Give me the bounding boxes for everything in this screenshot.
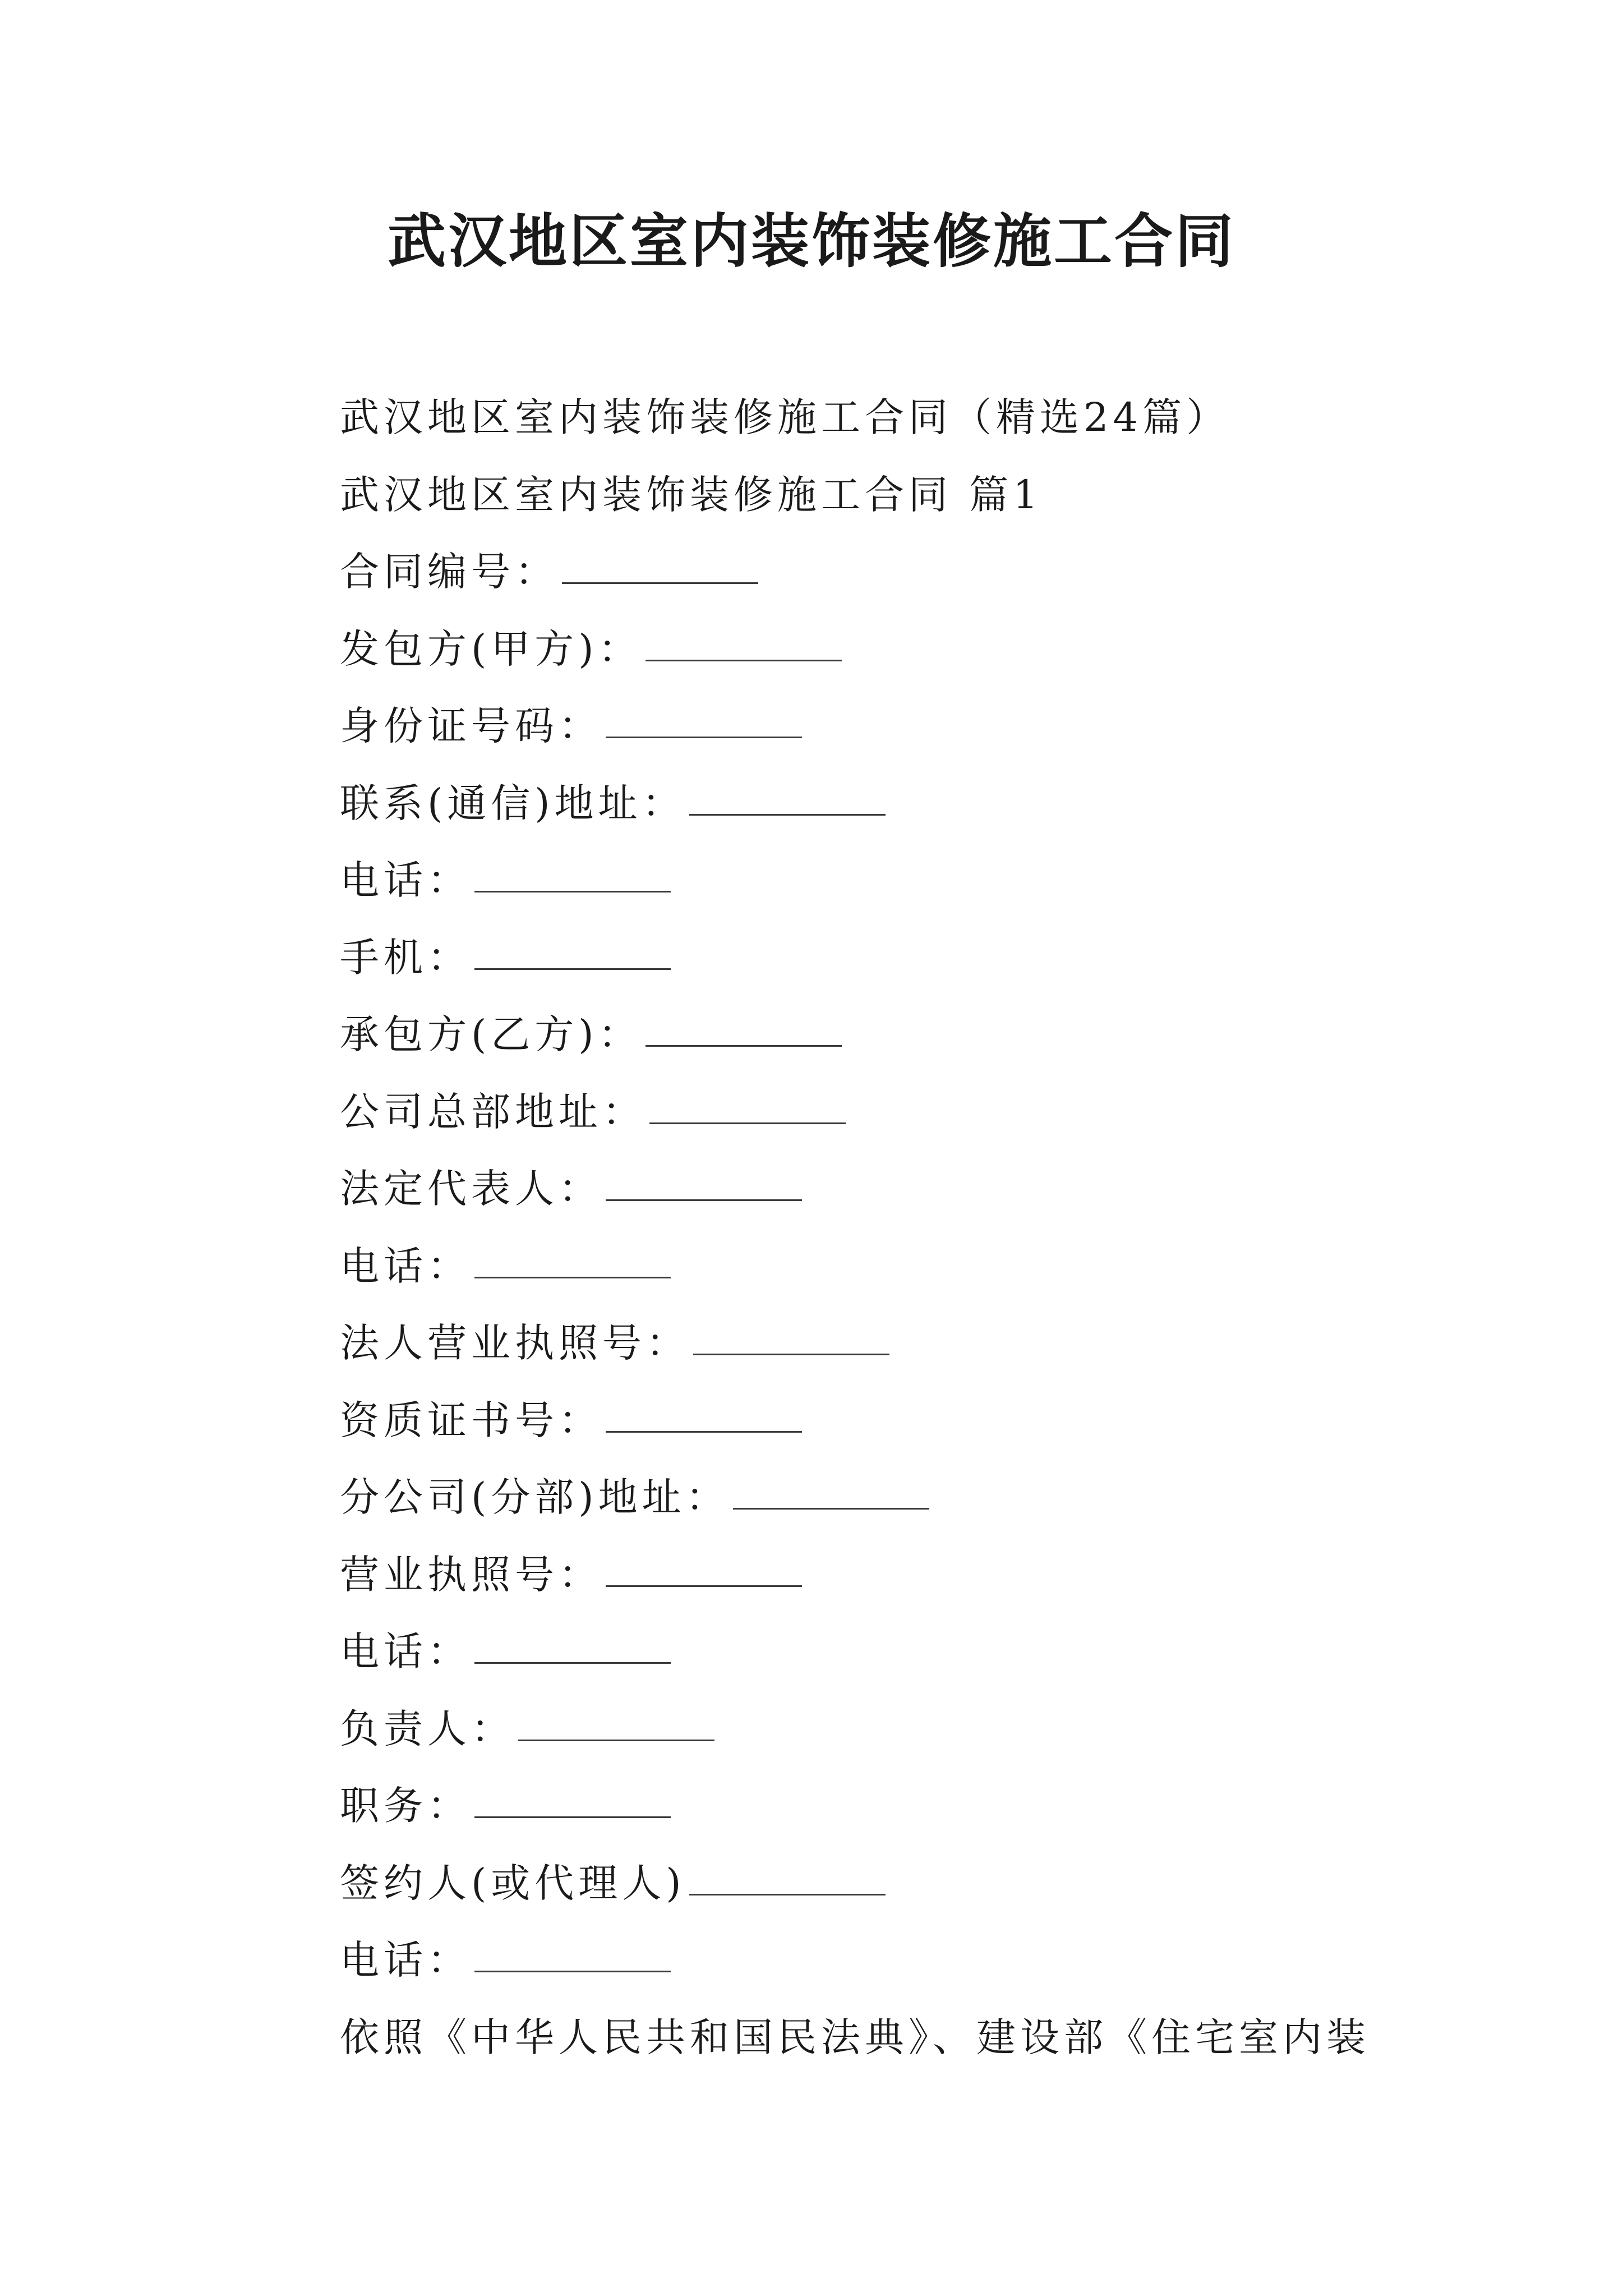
fill-in-blank [474, 1783, 671, 1818]
field-label: 公司总部地址： [340, 1088, 646, 1135]
field-phone-signatory [340, 1918, 1405, 1996]
field-label: 分公司(分部)地址： [340, 1474, 730, 1521]
fill-in-blank [474, 1628, 671, 1664]
field-label: 承包方(乙方)： [340, 1011, 642, 1058]
fill-in-blank [645, 1011, 842, 1047]
field-label: 合同编号： [340, 549, 559, 595]
document-title: 武汉地区室内装饰装修施工合同 [387, 206, 1235, 275]
document-subtitle: 武汉地区室内装饰装修施工合同（精选24篇） [340, 394, 1230, 441]
field-label: 法定代表人： [340, 1166, 602, 1212]
field-label: 电话： [340, 1628, 471, 1675]
fill-in-blank [474, 1937, 671, 1972]
field-position [340, 1764, 1405, 1842]
field-hq-address [340, 1070, 1405, 1148]
section-heading: 武汉地区室内装饰装修施工合同 篇1 [340, 471, 1043, 518]
field-label: 联系(通信)地址： [340, 780, 686, 826]
fill-in-blank [474, 935, 671, 970]
field-label: 职务： [340, 1783, 471, 1829]
field-label: 负责人： [340, 1705, 515, 1752]
document-body [340, 376, 1405, 2073]
fill-in-blank [649, 1089, 846, 1124]
body-paragraph: 依照《中华人民共和国民法典》、建设部《住宅室内装 [340, 2014, 1370, 2060]
fill-in-blank [606, 703, 802, 738]
fill-in-blank [733, 1474, 929, 1510]
fill-in-blank [693, 1320, 889, 1355]
field-label: 法人营业执照号： [340, 1320, 690, 1366]
field-mobile [340, 916, 1405, 993]
field-label: 手机： [340, 934, 471, 981]
field-person-in-charge [340, 1687, 1405, 1765]
field-label: 发包方(甲方)： [340, 625, 642, 672]
fill-in-blank [606, 1166, 802, 1201]
field-phone-a [340, 839, 1405, 916]
field-label: 资质证书号： [340, 1397, 602, 1443]
fill-in-blank [474, 857, 671, 892]
fill-in-blank [606, 1552, 802, 1587]
field-label: 身份证号码： [340, 703, 602, 749]
field-label: 电话： [340, 857, 471, 904]
fill-in-blank [518, 1706, 714, 1741]
field-label: 电话： [340, 1937, 471, 1984]
field-business-license [340, 1301, 1405, 1379]
field-legal-representative [340, 1147, 1405, 1225]
field-id-number [340, 684, 1405, 762]
fill-in-blank [606, 1397, 802, 1433]
field-party-b [340, 993, 1405, 1070]
fill-in-blank [645, 626, 842, 661]
field-contract-number [340, 530, 1405, 608]
field-label: 电话： [340, 1243, 471, 1289]
field-qualification-cert [340, 1379, 1405, 1456]
field-branch-address [340, 1456, 1405, 1533]
fill-in-blank [562, 549, 758, 584]
fill-in-blank [689, 1860, 886, 1895]
field-party-a [340, 608, 1405, 685]
field-branch-license [340, 1533, 1405, 1611]
field-signatory [340, 1842, 1405, 1919]
fill-in-blank [689, 780, 886, 816]
field-phone-branch [340, 1610, 1405, 1687]
field-contact-address [340, 762, 1405, 839]
field-label: 营业执照号： [340, 1551, 602, 1598]
fill-in-blank [474, 1243, 671, 1278]
field-phone-b [340, 1225, 1405, 1302]
field-label: 签约人(或代理人) [340, 1860, 686, 1906]
